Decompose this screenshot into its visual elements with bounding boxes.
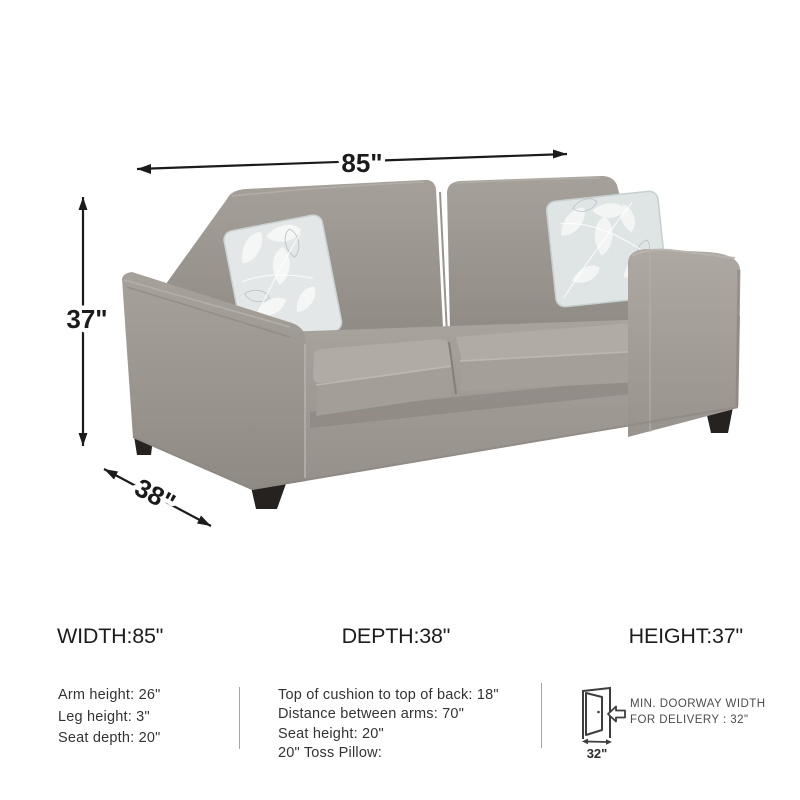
width-dimension-label: 85"	[341, 148, 383, 178]
sofa-illustration	[122, 176, 740, 509]
height-dimension-label: 37"	[66, 304, 108, 334]
summary-width: WIDTH:85"	[57, 624, 164, 648]
width-dimension	[137, 148, 567, 178]
doorway-note-line2: FOR DELIVERY : 32"	[630, 713, 749, 726]
doorway-note-line1: MIN. DOORWAY WIDTH	[630, 698, 766, 710]
detail-between-arms: Distance between arms: 70"	[278, 706, 465, 723]
details-column-middle	[278, 686, 499, 764]
open-door-icon	[576, 684, 630, 764]
detail-arm-height: Arm height: 26"	[58, 687, 161, 703]
divider	[541, 683, 542, 748]
summary-depth: DEPTH:38"	[341, 624, 451, 648]
depth-dimension-label: 38"	[129, 472, 181, 518]
detail-leg-height: Leg height: 3"	[58, 708, 150, 725]
detail-cushion-to-back: Top of cushion to top of back: 18"	[278, 687, 499, 703]
summary-height: HEIGHT:37"	[628, 624, 743, 648]
details-column-left	[58, 685, 160, 750]
dimension-summary-row	[0, 626, 800, 648]
detail-toss-pillow: 20" Toss Pillow:	[278, 745, 382, 762]
depth-dimension	[104, 469, 211, 526]
height-dimension	[66, 197, 107, 446]
doorway-note	[630, 697, 765, 728]
divider	[239, 687, 240, 749]
detail-seat-depth: Seat depth: 20"	[58, 730, 161, 746]
detail-seat-height: Seat height: 20"	[278, 725, 384, 742]
door-width-label: 32"	[586, 746, 608, 761]
